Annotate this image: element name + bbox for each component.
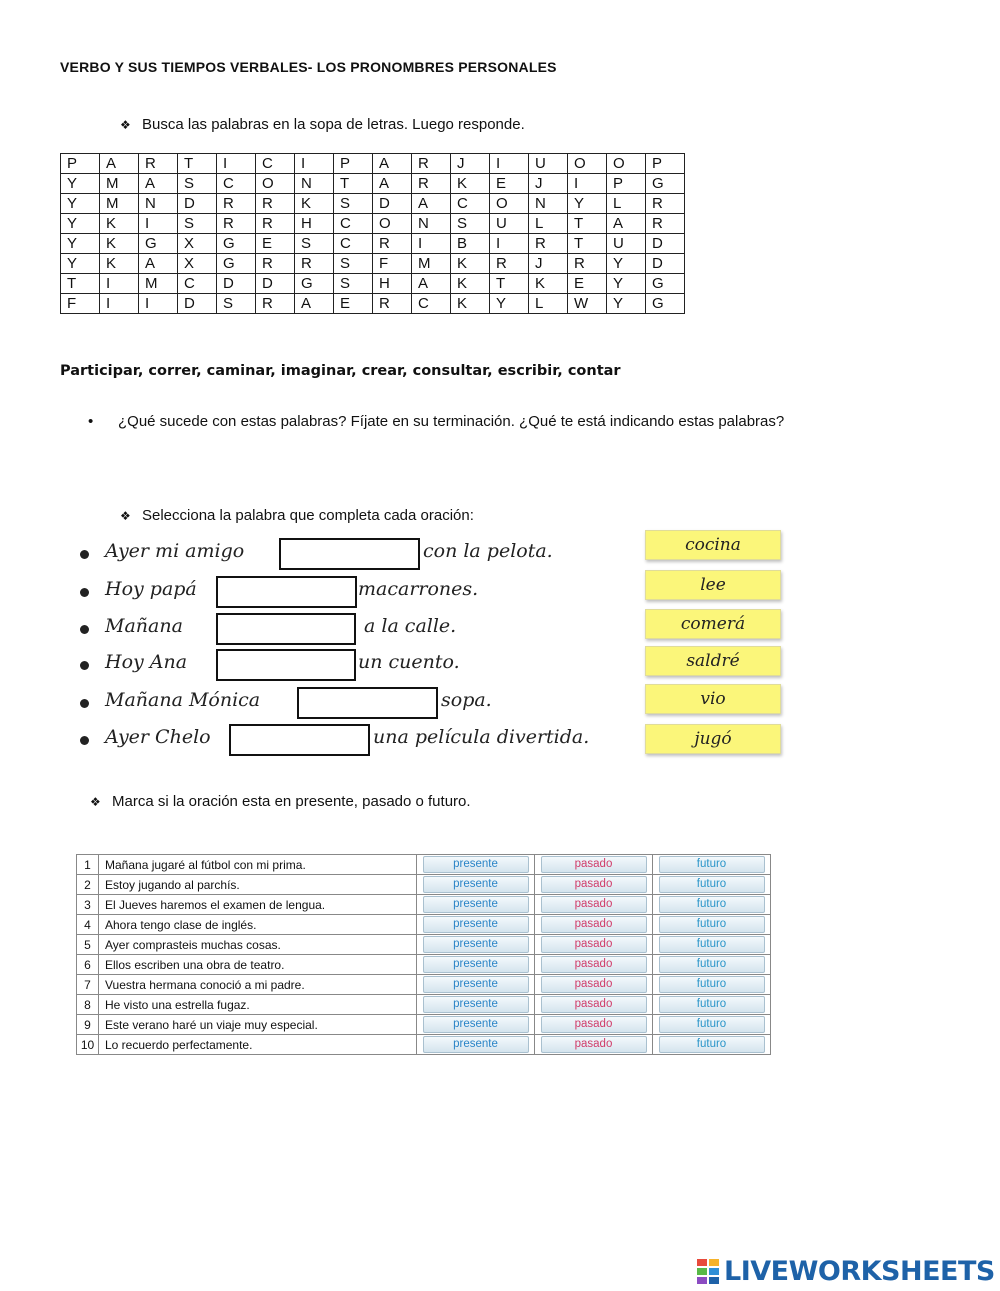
- row-number: 3: [77, 895, 99, 915]
- grid-cell[interactable]: U: [529, 154, 568, 174]
- grid-cell[interactable]: R: [256, 194, 295, 214]
- grid-cell[interactable]: O: [568, 154, 607, 174]
- grid-cell[interactable]: A: [412, 274, 451, 294]
- diamond-bullet-icon: ❖: [120, 118, 131, 132]
- grid-cell[interactable]: I: [217, 154, 256, 174]
- grid-cell[interactable]: I: [100, 274, 139, 294]
- futuro-button[interactable]: futuro: [659, 976, 765, 993]
- tense-table: [76, 854, 771, 1055]
- question-item: [88, 413, 784, 430]
- presente-button[interactable]: presente: [423, 916, 529, 933]
- grid-cell[interactable]: H: [295, 214, 334, 234]
- row-number: 4: [77, 915, 99, 935]
- grid-cell[interactable]: I: [568, 174, 607, 194]
- grid-cell[interactable]: Y: [607, 294, 646, 314]
- row-number: 1: [77, 855, 99, 875]
- diamond-bullet-icon: ❖: [120, 509, 131, 523]
- grid-cell[interactable]: A: [139, 254, 178, 274]
- option-cell: [653, 975, 771, 995]
- option-cell: [417, 895, 535, 915]
- grid-cell[interactable]: D: [178, 294, 217, 314]
- liveworksheets-logo: [697, 1256, 995, 1287]
- row-number: 8: [77, 995, 99, 1015]
- word-chip[interactable]: lee: [645, 570, 781, 600]
- grid-cell[interactable]: P: [646, 154, 685, 174]
- sentence-text: Este verano haré un viaje muy especial.: [99, 1015, 417, 1035]
- sentence-start: Hoy papá: [105, 578, 197, 600]
- grid-cell[interactable]: I: [412, 234, 451, 254]
- grid-cell[interactable]: L: [529, 294, 568, 314]
- option-cell: [653, 875, 771, 895]
- sentence-text: El Jueves haremos el examen de lengua.: [99, 895, 417, 915]
- pasado-button[interactable]: pasado: [541, 916, 647, 933]
- option-cell: [417, 875, 535, 895]
- option-cell: [417, 855, 535, 875]
- pasado-button[interactable]: pasado: [541, 1036, 647, 1053]
- grid-cell[interactable]: Y: [490, 294, 529, 314]
- sentence-text: Ahora tengo clase de inglés.: [99, 915, 417, 935]
- grid-cell[interactable]: C: [178, 274, 217, 294]
- grid-cell[interactable]: N: [529, 194, 568, 214]
- grid-cell[interactable]: B: [451, 234, 490, 254]
- sentence-start: Mañana: [105, 615, 183, 637]
- grid-cell[interactable]: R: [256, 294, 295, 314]
- grid-cell[interactable]: N: [412, 214, 451, 234]
- answer-blank[interactable]: [216, 576, 357, 608]
- grid-cell[interactable]: S: [217, 294, 256, 314]
- grid-cell[interactable]: E: [568, 274, 607, 294]
- grid-cell[interactable]: K: [529, 274, 568, 294]
- futuro-button[interactable]: futuro: [659, 1016, 765, 1033]
- pasado-button[interactable]: pasado: [541, 956, 647, 973]
- presente-button[interactable]: presente: [423, 1016, 529, 1033]
- grid-cell[interactable]: M: [100, 174, 139, 194]
- sentence-end: macarrones.: [358, 578, 479, 600]
- option-cell: [535, 895, 653, 915]
- grid-cell[interactable]: Y: [607, 254, 646, 274]
- sentence-end: un cuento.: [358, 651, 460, 673]
- option-cell: [653, 955, 771, 975]
- row-number: 2: [77, 875, 99, 895]
- grid-cell[interactable]: S: [178, 214, 217, 234]
- word-chip[interactable]: comerá: [645, 609, 781, 639]
- table-row: [77, 875, 771, 895]
- grid-cell[interactable]: K: [295, 194, 334, 214]
- grid-cell[interactable]: I: [139, 214, 178, 234]
- grid-row: [61, 154, 685, 174]
- grid-cell[interactable]: D: [646, 254, 685, 274]
- sentence-text: Ellos escriben una obra de teatro.: [99, 955, 417, 975]
- sentence-text: He visto una estrella fugaz.: [99, 995, 417, 1015]
- diamond-bullet-icon: ❖: [90, 795, 101, 809]
- row-number: 5: [77, 935, 99, 955]
- grid-cell[interactable]: G: [646, 294, 685, 314]
- option-cell: [417, 1015, 535, 1035]
- grid-cell[interactable]: C: [412, 294, 451, 314]
- presente-button[interactable]: presente: [423, 896, 529, 913]
- presente-button[interactable]: presente: [423, 1036, 529, 1053]
- grid-cell[interactable]: A: [295, 294, 334, 314]
- grid-cell[interactable]: W: [568, 294, 607, 314]
- grid-row: [61, 254, 685, 274]
- table-row: [77, 895, 771, 915]
- grid-row: [61, 294, 685, 314]
- grid-cell[interactable]: E: [334, 294, 373, 314]
- grid-cell[interactable]: J: [451, 154, 490, 174]
- grid-cell[interactable]: F: [61, 294, 100, 314]
- option-cell: [653, 995, 771, 1015]
- grid-cell[interactable]: G: [217, 254, 256, 274]
- grid-cell[interactable]: X: [178, 254, 217, 274]
- pasado-button[interactable]: pasado: [541, 976, 647, 993]
- option-cell: [653, 895, 771, 915]
- grid-cell[interactable]: T: [61, 274, 100, 294]
- grid-cell[interactable]: C: [334, 234, 373, 254]
- option-cell: [535, 935, 653, 955]
- grid-cell[interactable]: A: [412, 194, 451, 214]
- answer-blank[interactable]: [279, 538, 420, 570]
- grid-cell[interactable]: R: [217, 194, 256, 214]
- grid-cell[interactable]: R: [412, 174, 451, 194]
- futuro-button[interactable]: futuro: [659, 916, 765, 933]
- presente-button[interactable]: presente: [423, 956, 529, 973]
- grid-cell[interactable]: O: [256, 174, 295, 194]
- grid-cell[interactable]: S: [295, 234, 334, 254]
- table-row: [77, 1035, 771, 1055]
- grid-cell[interactable]: R: [412, 154, 451, 174]
- option-cell: [653, 855, 771, 875]
- grid-cell[interactable]: G: [139, 234, 178, 254]
- pasado-button[interactable]: pasado: [541, 856, 647, 873]
- grid-row: [61, 274, 685, 294]
- table-row: [77, 995, 771, 1015]
- bullet-icon: [80, 588, 89, 597]
- grid-cell[interactable]: K: [451, 254, 490, 274]
- table-row: [77, 915, 771, 935]
- grid-cell[interactable]: K: [100, 214, 139, 234]
- grid-cell[interactable]: R: [256, 254, 295, 274]
- pasado-button[interactable]: pasado: [541, 896, 647, 913]
- futuro-button[interactable]: futuro: [659, 1036, 765, 1053]
- grid-cell[interactable]: P: [61, 154, 100, 174]
- presente-button[interactable]: presente: [423, 996, 529, 1013]
- grid-cell[interactable]: T: [568, 214, 607, 234]
- grid-cell[interactable]: T: [334, 174, 373, 194]
- futuro-button[interactable]: futuro: [659, 896, 765, 913]
- option-cell: [417, 975, 535, 995]
- grid-cell[interactable]: R: [139, 154, 178, 174]
- grid-cell[interactable]: M: [139, 274, 178, 294]
- grid-cell[interactable]: A: [100, 154, 139, 174]
- word-search-grid: [60, 153, 685, 314]
- presente-button[interactable]: presente: [423, 976, 529, 993]
- grid-cell[interactable]: D: [256, 274, 295, 294]
- grid-cell[interactable]: J: [529, 254, 568, 274]
- grid-cell[interactable]: M: [100, 194, 139, 214]
- sentence-start: Mañana Mónica: [105, 689, 261, 711]
- grid-cell[interactable]: L: [529, 214, 568, 234]
- row-number: 7: [77, 975, 99, 995]
- grid-cell[interactable]: D: [178, 194, 217, 214]
- instruction-text: Marca si la oración esta en presente, pasado o futuro.: [112, 793, 471, 810]
- grid-cell[interactable]: P: [334, 154, 373, 174]
- grid-cell[interactable]: G: [646, 274, 685, 294]
- grid-cell[interactable]: O: [607, 154, 646, 174]
- grid-cell[interactable]: F: [373, 254, 412, 274]
- option-cell: [535, 975, 653, 995]
- grid-cell[interactable]: X: [178, 234, 217, 254]
- grid-cell[interactable]: G: [295, 274, 334, 294]
- option-cell: [535, 875, 653, 895]
- sentence-text: Mañana jugaré al fútbol con mi prima.: [99, 855, 417, 875]
- bullet-icon: [80, 661, 89, 670]
- grid-cell[interactable]: D: [646, 234, 685, 254]
- sentence-text: Estoy jugando al parchís.: [99, 875, 417, 895]
- option-cell: [535, 1015, 653, 1035]
- sentence-start: Ayer Chelo: [105, 726, 211, 748]
- answer-blank[interactable]: [216, 613, 356, 645]
- sentence-text: Ayer comprasteis muchas cosas.: [99, 935, 417, 955]
- grid-cell[interactable]: M: [412, 254, 451, 274]
- table-row: [77, 855, 771, 875]
- grid-cell[interactable]: Y: [61, 254, 100, 274]
- grid-cell[interactable]: Y: [607, 274, 646, 294]
- bullet-icon: •: [88, 413, 94, 430]
- grid-cell[interactable]: C: [451, 194, 490, 214]
- grid-cell[interactable]: R: [529, 234, 568, 254]
- grid-cell[interactable]: S: [334, 274, 373, 294]
- grid-row: [61, 234, 685, 254]
- answer-blank[interactable]: [297, 687, 438, 719]
- futuro-button[interactable]: futuro: [659, 936, 765, 953]
- table-row: [77, 935, 771, 955]
- grid-cell[interactable]: P: [607, 174, 646, 194]
- bullet-icon: [80, 625, 89, 634]
- grid-cell[interactable]: S: [178, 174, 217, 194]
- pasado-button[interactable]: pasado: [541, 996, 647, 1013]
- word-chip[interactable]: cocina: [645, 530, 781, 560]
- presente-button[interactable]: presente: [423, 876, 529, 893]
- grid-cell[interactable]: N: [295, 174, 334, 194]
- bullet-icon: [80, 550, 89, 559]
- table-row: [77, 1015, 771, 1035]
- grid-cell[interactable]: T: [568, 234, 607, 254]
- grid-cell[interactable]: K: [451, 174, 490, 194]
- grid-cell[interactable]: T: [490, 274, 529, 294]
- grid-cell[interactable]: S: [334, 194, 373, 214]
- pasado-button[interactable]: pasado: [541, 1016, 647, 1033]
- futuro-button[interactable]: futuro: [659, 856, 765, 873]
- presente-button[interactable]: presente: [423, 936, 529, 953]
- grid-cell[interactable]: R: [490, 254, 529, 274]
- option-cell: [535, 995, 653, 1015]
- grid-cell[interactable]: R: [373, 294, 412, 314]
- option-cell: [535, 1035, 653, 1055]
- grid-cell[interactable]: K: [100, 234, 139, 254]
- grid-cell[interactable]: K: [100, 254, 139, 274]
- futuro-button[interactable]: futuro: [659, 956, 765, 973]
- sentence-end: a la calle.: [364, 615, 457, 637]
- grid-cell[interactable]: H: [373, 274, 412, 294]
- grid-cell[interactable]: Y: [61, 234, 100, 254]
- option-cell: [417, 1035, 535, 1055]
- sentence-end: con la pelota.: [423, 540, 553, 562]
- futuro-button[interactable]: futuro: [659, 876, 765, 893]
- presente-button[interactable]: presente: [423, 856, 529, 873]
- option-cell: [653, 1015, 771, 1035]
- answer-blank[interactable]: [229, 724, 370, 756]
- option-cell: [535, 915, 653, 935]
- grid-row: [61, 174, 685, 194]
- option-cell: [653, 1035, 771, 1055]
- grid-cell[interactable]: T: [178, 154, 217, 174]
- grid-cell[interactable]: K: [451, 274, 490, 294]
- row-number: 10: [77, 1035, 99, 1055]
- logo-mark-icon: [697, 1259, 721, 1285]
- option-cell: [417, 935, 535, 955]
- grid-row: [61, 214, 685, 234]
- grid-cell[interactable]: D: [217, 274, 256, 294]
- grid-cell[interactable]: K: [451, 294, 490, 314]
- answer-blank[interactable]: [216, 649, 356, 681]
- grid-cell[interactable]: R: [373, 234, 412, 254]
- sentence-text: Vuestra hermana conoció a mi padre.: [99, 975, 417, 995]
- word-chip[interactable]: saldré: [645, 646, 781, 676]
- question-text: ¿Qué sucede con estas palabras? Fíjate en su terminación. ¿Qué te está indicando estas palabras?: [118, 413, 785, 430]
- grid-cell[interactable]: N: [139, 194, 178, 214]
- sentence-end: sopa.: [441, 689, 492, 711]
- row-number: 9: [77, 1015, 99, 1035]
- logo-text: LIVEWORKSHEETS: [724, 1256, 995, 1287]
- instruction-text: Busca las palabras en la sopa de letras. Luego responde.: [142, 116, 525, 133]
- word-chip[interactable]: jugó: [645, 724, 781, 754]
- grid-cell[interactable]: R: [217, 214, 256, 234]
- grid-cell[interactable]: I: [139, 294, 178, 314]
- grid-cell[interactable]: I: [100, 294, 139, 314]
- grid-cell[interactable]: E: [256, 234, 295, 254]
- option-cell: [417, 915, 535, 935]
- grid-cell[interactable]: Y: [61, 194, 100, 214]
- grid-row: [61, 194, 685, 214]
- grid-cell[interactable]: Y: [61, 174, 100, 194]
- grid-cell[interactable]: A: [607, 214, 646, 234]
- word-list: Participar, correr, caminar, imaginar, crear, consultar, escribir, contar: [60, 363, 621, 379]
- pasado-button[interactable]: pasado: [541, 876, 647, 893]
- grid-cell[interactable]: A: [373, 154, 412, 174]
- grid-cell[interactable]: U: [490, 214, 529, 234]
- sentence-start: Hoy Ana: [105, 651, 188, 673]
- option-cell: [535, 855, 653, 875]
- grid-cell[interactable]: G: [217, 234, 256, 254]
- grid-cell[interactable]: U: [607, 234, 646, 254]
- grid-cell[interactable]: I: [490, 154, 529, 174]
- instruction-text: Selecciona la palabra que completa cada oración:: [142, 507, 474, 524]
- word-chip[interactable]: vio: [645, 684, 781, 714]
- sentence-start: Ayer mi amigo: [105, 540, 245, 562]
- grid-cell[interactable]: G: [646, 174, 685, 194]
- grid-cell[interactable]: A: [373, 174, 412, 194]
- option-cell: [417, 995, 535, 1015]
- grid-cell[interactable]: Y: [568, 194, 607, 214]
- sentence-end: una película divertida.: [373, 726, 590, 748]
- table-row: [77, 975, 771, 995]
- sentence-text: Lo recuerdo perfectamente.: [99, 1035, 417, 1055]
- row-number: 6: [77, 955, 99, 975]
- grid-cell[interactable]: R: [568, 254, 607, 274]
- page-title: VERBO Y SUS TIEMPOS VERBALES- LOS PRONOMBRES PERSONALES: [60, 59, 557, 75]
- grid-cell[interactable]: C: [334, 214, 373, 234]
- grid-cell[interactable]: L: [607, 194, 646, 214]
- grid-cell[interactable]: C: [256, 154, 295, 174]
- grid-cell[interactable]: S: [451, 214, 490, 234]
- option-cell: [535, 955, 653, 975]
- grid-cell[interactable]: I: [490, 234, 529, 254]
- bullet-icon: [80, 736, 89, 745]
- instruction-tense: [90, 793, 471, 810]
- grid-cell[interactable]: S: [334, 254, 373, 274]
- bullet-icon: [80, 699, 89, 708]
- option-cell: [653, 935, 771, 955]
- table-row: [77, 955, 771, 975]
- instruction-select: [120, 507, 474, 524]
- grid-cell[interactable]: Y: [61, 214, 100, 234]
- futuro-button[interactable]: futuro: [659, 996, 765, 1013]
- grid-cell[interactable]: O: [373, 214, 412, 234]
- grid-cell[interactable]: A: [139, 174, 178, 194]
- instruction-word-search: [120, 116, 525, 133]
- grid-cell[interactable]: R: [646, 194, 685, 214]
- grid-cell[interactable]: I: [295, 154, 334, 174]
- option-cell: [653, 915, 771, 935]
- grid-cell[interactable]: R: [256, 214, 295, 234]
- grid-cell[interactable]: E: [490, 174, 529, 194]
- grid-cell[interactable]: J: [529, 174, 568, 194]
- grid-cell[interactable]: D: [373, 194, 412, 214]
- option-cell: [417, 955, 535, 975]
- grid-cell[interactable]: O: [490, 194, 529, 214]
- pasado-button[interactable]: pasado: [541, 936, 647, 953]
- grid-cell[interactable]: R: [295, 254, 334, 274]
- grid-cell[interactable]: C: [217, 174, 256, 194]
- grid-cell[interactable]: R: [646, 214, 685, 234]
